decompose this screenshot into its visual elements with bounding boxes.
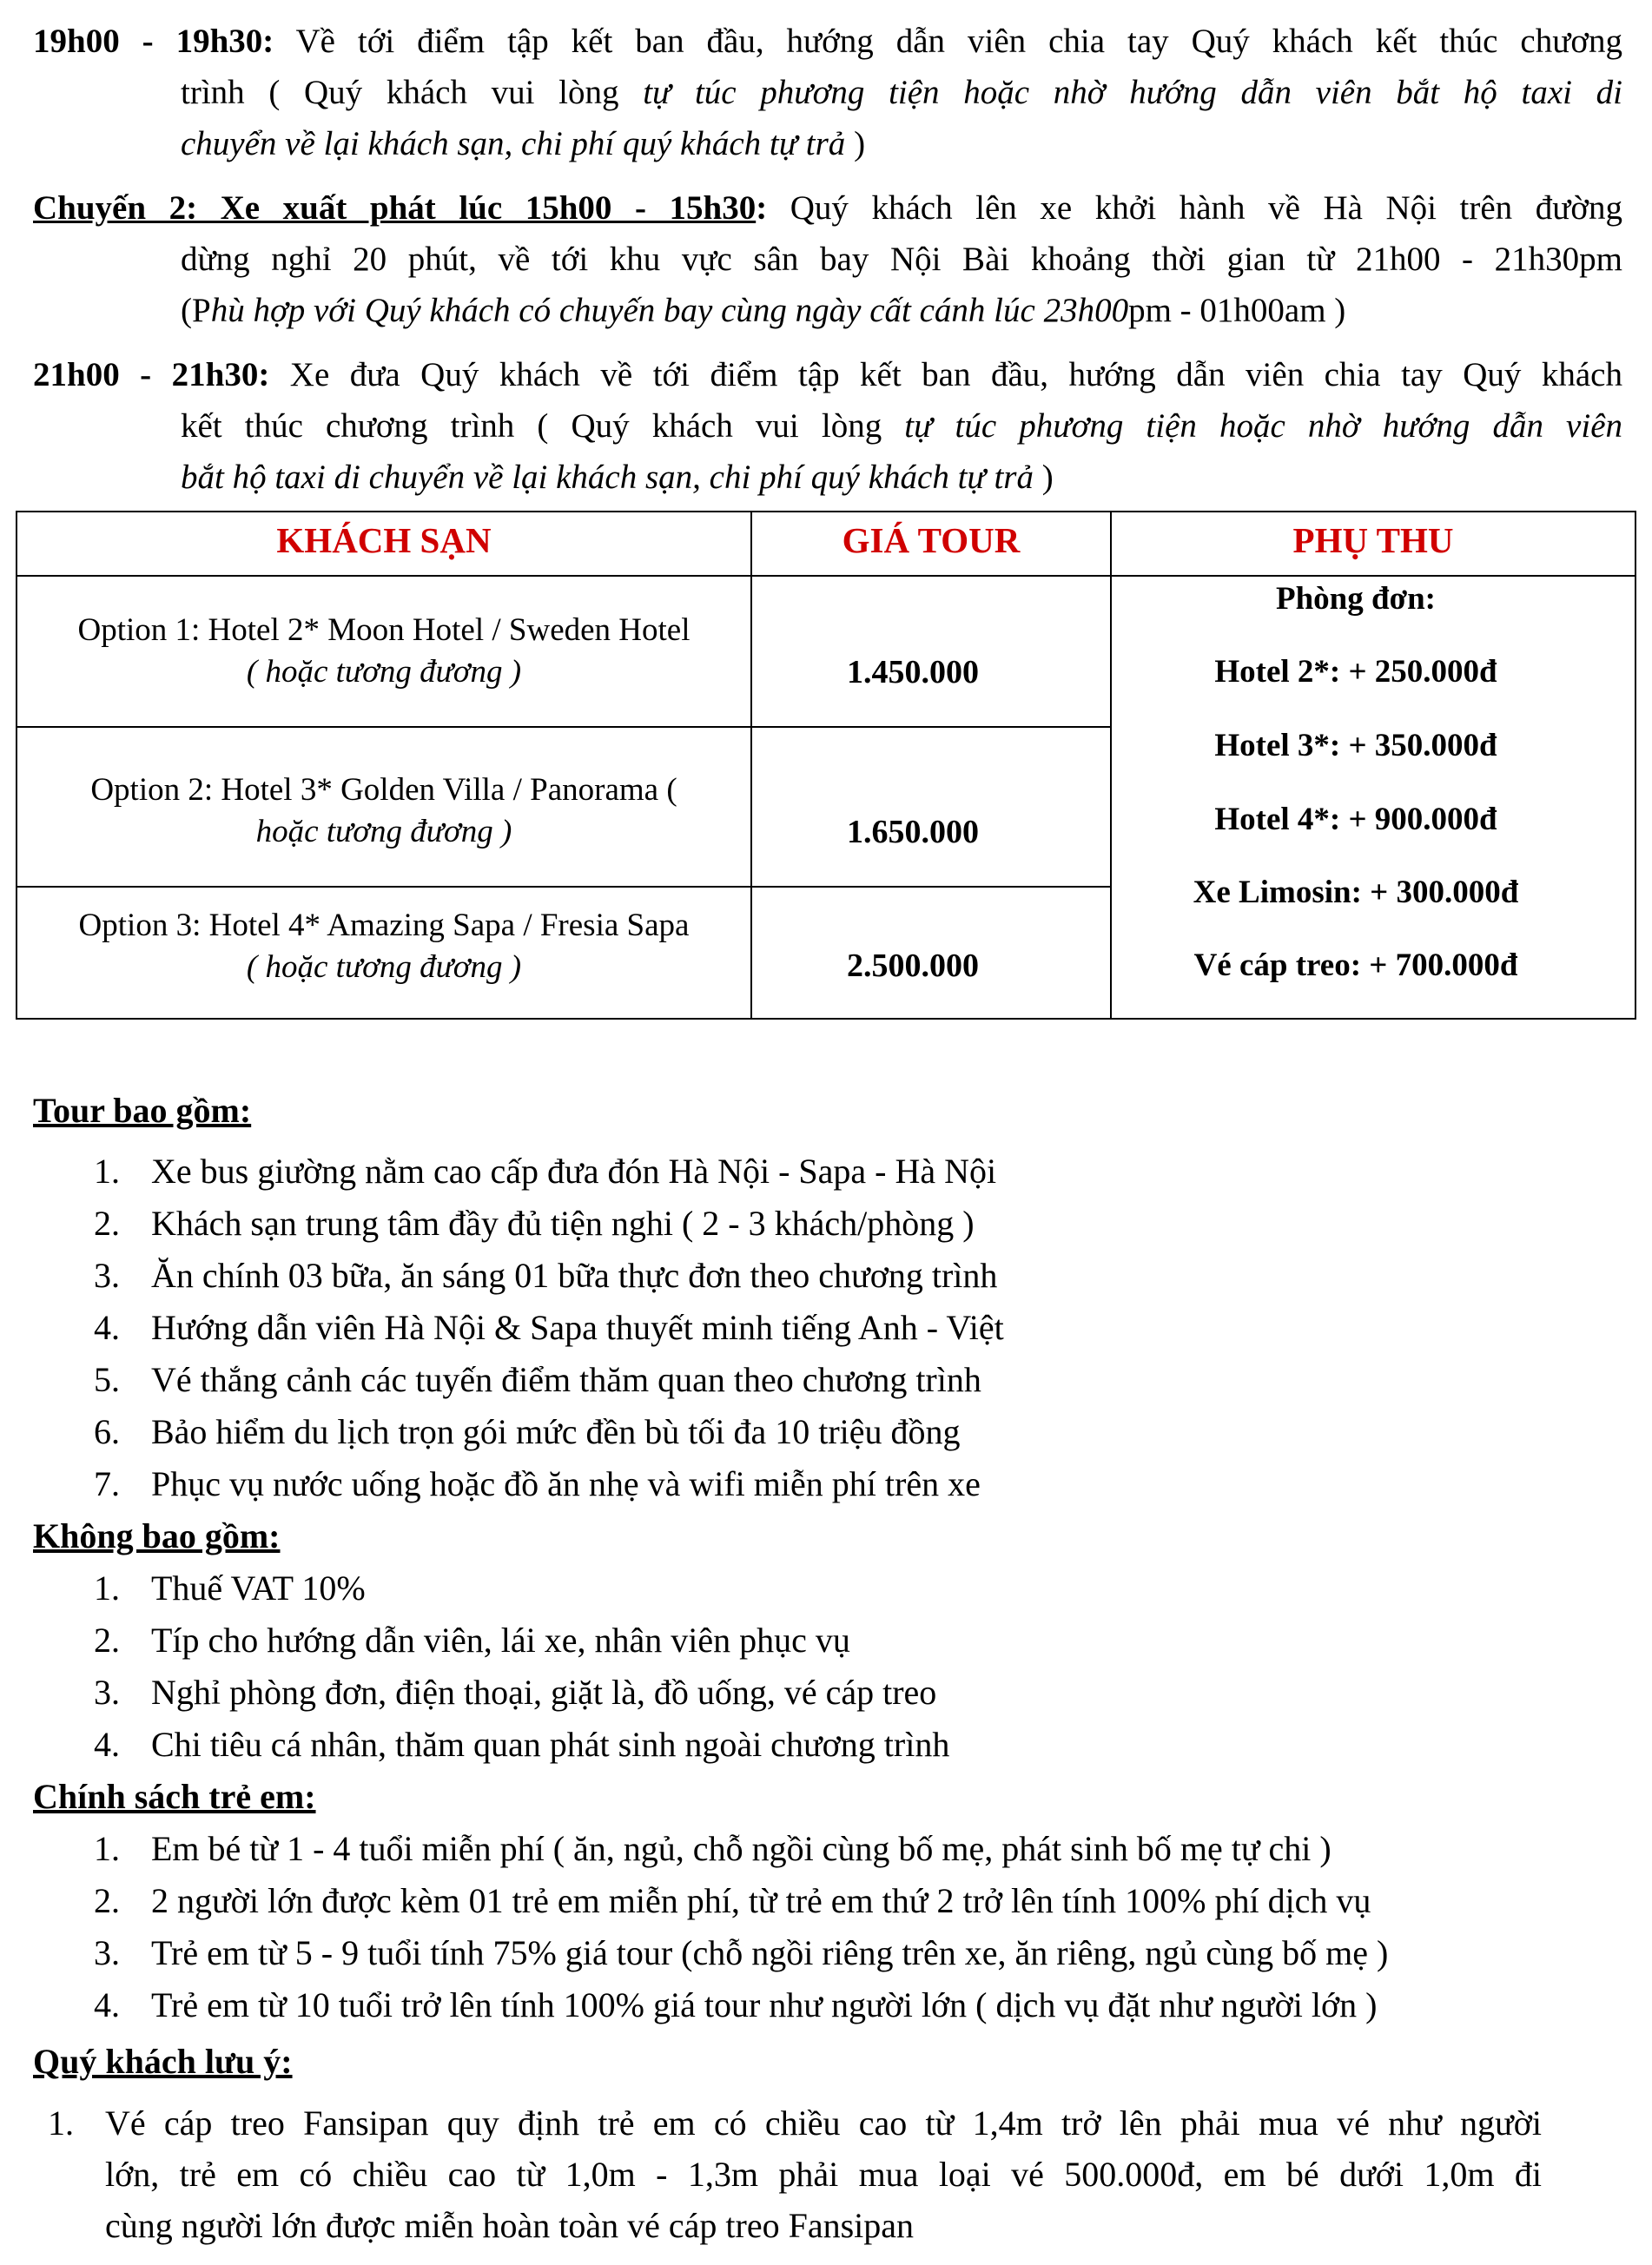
table-row-2-hotel (17, 769, 750, 853)
table-header-surcharge: PHỤ THU (1292, 520, 1454, 560)
list-item: 2. Khách sạn trung tâm đầy đủ tiện nghi ( 2 - 3 khách/phòng ) (94, 1204, 975, 1243)
list-item: 1. Xe bus giường nằm cao cấp đưa đón Hà Nội - Sapa - Hà Nội (94, 1152, 997, 1191)
table-row-2-price: 1.650.000 (847, 814, 979, 850)
list-item: 4. Hướng dẫn viên Hà Nội & Sapa thuyết minh tiếng Anh - Việt (94, 1308, 1004, 1347)
schedule-text-italic: tự túc phương tiện hoặc nhờ hướng dẫn viên (904, 407, 1623, 445)
children-policy-title: Chính sách trẻ em: (33, 1777, 316, 1816)
table-divider (17, 726, 1112, 728)
note-line: Vé cáp treo Fansipan quy định trẻ em có chiều cao từ 1,4m trở lên phải mua vé như người (105, 2103, 1542, 2143)
schedule-time: 19h00 - 19h30: (33, 23, 274, 60)
table-row-1-price: 1.450.000 (847, 654, 979, 690)
table-divider (750, 512, 752, 1018)
table-row-1-hotel (17, 610, 750, 693)
hotel-option-note: ( hoặc tương đương ) (246, 949, 522, 985)
schedule-heading: Chuyến 2: Xe xuất phát lúc 15h00 - 15h30 (33, 189, 757, 227)
list-item: 6. Bảo hiểm du lịch trọn gói mức đền bù tối đa 10 triệu đồng (94, 1412, 961, 1451)
schedule-item-1 (33, 16, 1622, 169)
schedule-text-italic: bắt hộ taxi di chuyển về lại khách sạn, chi phí quý khách tự trả (181, 459, 1034, 496)
schedule-text: dừng nghỉ 20 phút, về tới khu vực sân bay Nội Bài khoảng thời gian từ 21h00 - 21h30pm (181, 241, 1622, 278)
table-divider (17, 575, 1635, 577)
hotel-option: Option 3: Hotel 4* Amazing Sapa / Fresia Sapa (78, 908, 690, 943)
schedule-text: kết thúc chương trình ( Quý khách vui lòng (181, 407, 905, 445)
hotel-option: Option 2: Hotel 3* Golden Villa / Panorama ( (90, 772, 677, 808)
table-header-hotel: KHÁCH SẠN (276, 520, 492, 560)
note-number: 1. (48, 2103, 74, 2143)
list-item: 3. Trẻ em từ 5 - 9 tuổi tính 75% giá tour (chỗ ngồi riêng trên xe, ăn riêng, ngủ cùng bố mẹ ) (94, 1933, 1389, 1972)
schedule-text: ) (845, 125, 866, 162)
table-row-3-price: 2.500.000 (847, 948, 979, 984)
surcharge-line: Hotel 3*: + 350.000đ (1214, 728, 1497, 763)
schedule-text: pm - 01h00am ) (1128, 292, 1346, 329)
schedule-text: (P (181, 292, 211, 329)
surcharge-line: Hotel 2*: + 250.000đ (1214, 654, 1497, 690)
included-title: Tour bao gồm: (33, 1091, 252, 1130)
schedule-text-italic: hù hợp với Quý khách có chuyến bay cùng ngày cất cánh lúc 23h00 (210, 292, 1129, 329)
list-item: 5. Vé thắng cảnh các tuyến điểm thăm quan theo chương trình (94, 1360, 981, 1399)
excluded-title: Không bao gồm: (33, 1516, 281, 1555)
schedule-text: trình ( Quý khách vui lòng (181, 74, 644, 111)
list-item: 4. Chi tiêu cá nhân, thăm quan phát sinh ngoài chương trình (94, 1725, 950, 1764)
list-item: 4. Trẻ em từ 10 tuổi trở lên tính 100% giá tour như người lớn ( dịch vụ đặt như người lớn ) (94, 1985, 1378, 2024)
hotel-option-note: ( hoặc tương đương ) (246, 654, 522, 690)
list-item: 3. Nghỉ phòng đơn, điện thoại, giặt là, đồ uống, vé cáp treo (94, 1673, 937, 1712)
schedule-text: Xe đưa Quý khách về tới điểm tập kết ban đầu, hướng dẫn viên chia tay Quý khách (269, 356, 1622, 393)
schedule-item-2 (33, 182, 1622, 336)
schedule-heading-colon: : (756, 189, 768, 227)
table-header-price: GIÁ TOUR (842, 520, 1021, 560)
hotel-option: Option 1: Hotel 2* Moon Hotel / Sweden Hotel (77, 612, 691, 648)
list-item: 2. 2 người lớn được kèm 01 trẻ em miễn phí, từ trẻ em thứ 2 trở lên tính 100% phí dịch vụ (94, 1881, 1371, 1920)
list-item: 3. Ăn chính 03 bữa, ăn sáng 01 bữa thực đơn theo chương trình (94, 1256, 998, 1295)
notes-title: Quý khách lưu ý: (33, 2042, 293, 2081)
surcharge-line: Phòng đơn: (1276, 581, 1436, 617)
table-divider (17, 886, 1112, 888)
price-table (16, 511, 1636, 1020)
schedule-text: ) (1033, 459, 1054, 496)
hotel-option-note: hoặc tương đương ) (255, 814, 512, 849)
schedule-time: 21h00 - 21h30: (33, 356, 270, 393)
table-row-3-hotel (17, 905, 750, 988)
note-line: cùng người lớn được miễn hoàn toàn vé cáp treo Fansipan (105, 2206, 915, 2245)
list-item: 1. Em bé từ 1 - 4 tuổi miễn phí ( ăn, ngủ, chỗ ngồi cùng bố mẹ, phát sinh bố mẹ tự chi ) (94, 1829, 1332, 1868)
surcharge-line: Hotel 4*: + 900.000đ (1214, 802, 1497, 837)
list-item: 1. Thuế VAT 10% (94, 1568, 366, 1608)
note-item (48, 2097, 1542, 2251)
schedule-text-italic: tự túc phương tiện hoặc nhờ hướng dẫn viên bắt hộ taxi di (643, 74, 1622, 111)
list-item: 2. Típ cho hướng dẫn viên, lái xe, nhân viên phục vụ (94, 1621, 850, 1660)
note-line: lớn, trẻ em có chiều cao từ 1,0m - 1,3m phải mua loại vé 500.000đ, em bé dưới 1,0m đi (105, 2155, 1542, 2194)
surcharge-line: Vé cáp treo: + 700.000đ (1193, 948, 1518, 983)
schedule-text: Quý khách lên xe khởi hành về Hà Nội trên đường (767, 189, 1622, 227)
list-item: 7. Phục vụ nước uống hoặc đồ ăn nhẹ và wifi miễn phí trên xe (94, 1464, 981, 1503)
schedule-item-3 (33, 349, 1622, 503)
surcharge-line: Xe Limosin: + 300.000đ (1193, 875, 1519, 910)
schedule-text-italic: chuyển về lại khách sạn, chi phí quý khách tự trả (181, 125, 846, 162)
schedule-text: Về tới điểm tập kết ban đầu, hướng dẫn viên chia tay Quý khách kết thúc chương (295, 23, 1622, 60)
